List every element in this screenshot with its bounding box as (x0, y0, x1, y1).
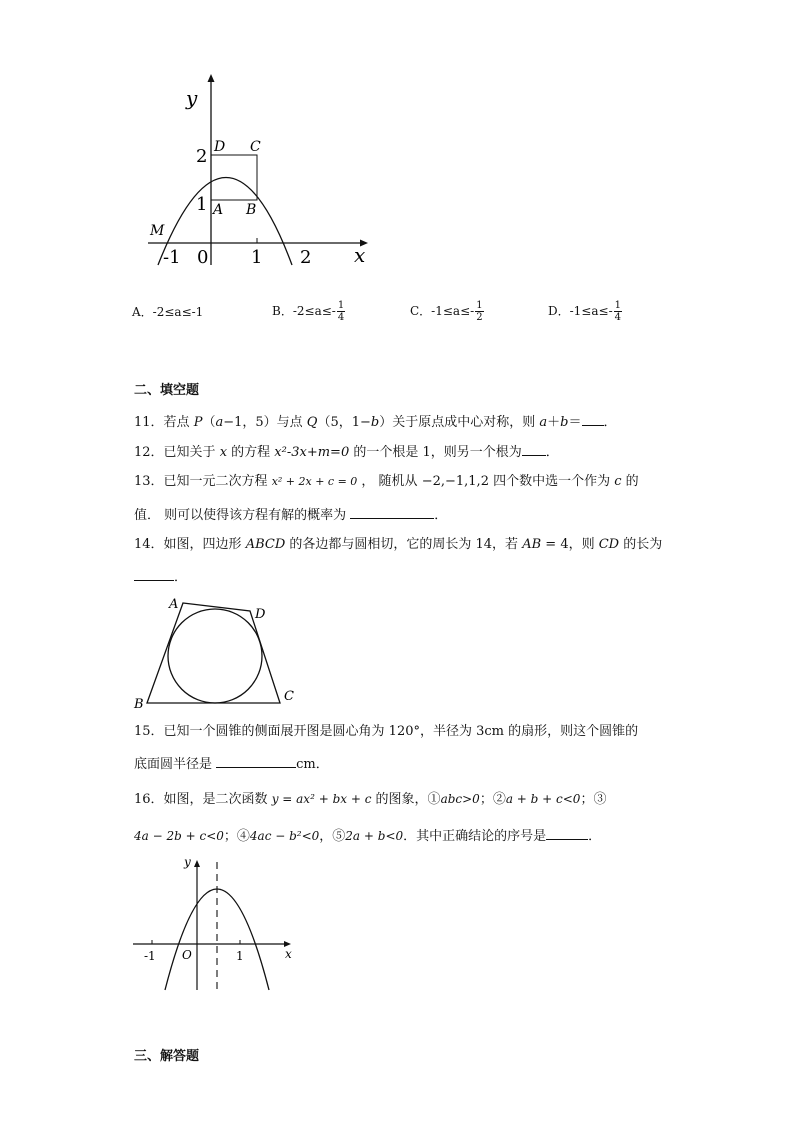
q16-text-4: ；③ (580, 792, 607, 807)
q13-text-1: 13．已知一元二次方程 (134, 474, 272, 489)
question-14-line-2 (134, 566, 187, 588)
option-b-fraction (337, 300, 345, 323)
q15-text-2: 底面圆半径是 (134, 757, 217, 772)
q14-seg-cd: CD (598, 537, 620, 552)
q11-text-2: （ (202, 415, 216, 430)
section-title-fill-in: 二、填空题 (134, 383, 200, 398)
tick-label-y-1: 1 (196, 194, 208, 215)
option-b-numerator: 1 (337, 300, 345, 311)
q12-text-2: 的方程 (227, 445, 275, 460)
q13-text-2: ， 随机从 −2,−1,1,2 四个数中选一个作为 (357, 474, 615, 489)
q16-text-2: 的图象，① (371, 792, 441, 807)
option-c-text: C．-1≤a≤- (410, 304, 475, 318)
q11-plus: ＋ (547, 415, 561, 430)
q11-var-b: b (370, 415, 380, 430)
fig3-tick-label-neg1: -1 (144, 949, 156, 963)
q16-statement-2: a + b + c<0 (505, 792, 581, 806)
option-b-text: B．-2≤a≤- (272, 304, 336, 318)
q14-quad-abcd: ABCD (245, 537, 286, 552)
q14-text-2: 的各边都与圆相切，它的周长为 14，若 (285, 537, 523, 552)
q12-text-1: 12．已知关于 (134, 445, 220, 460)
point-label-c: C (250, 139, 261, 155)
q12-var-x: x (219, 445, 228, 460)
question-16-line-2 (134, 825, 601, 847)
option-b-denominator: 4 (337, 312, 345, 323)
q16-text-7: ．其中正确结论的序号是 (403, 829, 547, 844)
point-label-b: B (246, 202, 257, 218)
q13-equation: x² + 2x + c = 0 (271, 475, 358, 488)
q12-equation: x²-3x+m=0 (274, 445, 350, 460)
tick-label-x-1: 1 (251, 247, 263, 268)
rectangle-dcba (211, 155, 257, 200)
q16-text-6: ，⑤ (319, 829, 346, 844)
option-c-denominator: 2 (476, 312, 483, 323)
fig3-y-label: y (184, 855, 191, 869)
figure-2-quadrilateral (130, 592, 305, 712)
q11-var-a: a (215, 415, 224, 430)
option-a[interactable] (132, 303, 203, 320)
figure-1-graph (140, 68, 380, 278)
q11-text-3: −1，5）与点 (223, 415, 307, 430)
q13-end: ． (434, 508, 448, 523)
option-b[interactable] (272, 300, 345, 323)
q14-seg-ab: AB (522, 537, 542, 552)
q11-equals: ＝ (568, 415, 582, 430)
section-title-answer: 三、解答题 (134, 1049, 200, 1064)
q14-answer-blank[interactable] (134, 566, 174, 581)
y-axis-label: y (186, 86, 198, 110)
q13-text-4: 值． 则可以使得该方程有解的概率为 (134, 508, 351, 523)
tick-label-y-2: 2 (196, 146, 208, 167)
option-d-fraction (614, 300, 622, 323)
question-15-line-2 (134, 753, 329, 775)
tick-label-x-2: 2 (300, 247, 312, 268)
vertex-label-b: B (134, 697, 144, 712)
option-c[interactable] (410, 300, 484, 323)
q15-text-3: cm． (296, 757, 329, 772)
q16-text-3: ；② (479, 792, 506, 807)
question-13-line-1 (134, 472, 639, 492)
option-d-numerator: 1 (614, 300, 622, 311)
q12-end: ． (545, 445, 559, 460)
fig3-origin-label: O (182, 948, 192, 962)
q14-text-4: 的长为 (619, 537, 663, 552)
y-axis-arrow-icon (208, 74, 215, 82)
q16-statement-5: 2a + b<0 (345, 829, 404, 843)
q16-text-1: 16．如图，是二次函数 (134, 792, 272, 807)
fig3-y-arrow-icon (194, 860, 200, 867)
q14-end: ． (174, 570, 188, 585)
q13-answer-blank[interactable] (350, 504, 434, 519)
q16-answer-blank[interactable] (546, 825, 588, 840)
vertex-label-d: D (255, 607, 266, 622)
q16-statement-3: 4a − 2b + c<0 (134, 829, 224, 843)
tick-label-x-0: 0 (197, 247, 209, 268)
q15-answer-blank[interactable] (216, 753, 296, 768)
inscribed-circle (168, 609, 262, 703)
point-label-m: M (150, 223, 165, 239)
q11-text-4: （5，1− (317, 415, 371, 430)
q15-text-1: 15．已知一个圆锥的侧面展开图是圆心角为 120°，半径为 3cm 的扇形，则这个圆锥的 (134, 724, 639, 739)
q11-sum-a: a (539, 415, 548, 430)
q11-end: ． (603, 415, 617, 430)
question-14-line-1 (134, 535, 662, 555)
q14-text-1: 14．如图，四边形 (134, 537, 246, 552)
q11-sum-b: b (560, 415, 569, 430)
tick-label-x-neg1: -1 (163, 247, 181, 268)
q16-function: y = ax² + bx + c (271, 792, 372, 806)
option-c-numerator: 1 (476, 300, 483, 311)
vertex-label-a: A (169, 597, 179, 612)
option-d[interactable] (548, 300, 622, 323)
figure-3-parabola (128, 852, 298, 994)
option-a-text: A．-2≤a≤-1 (132, 305, 204, 319)
question-12 (134, 441, 559, 463)
q16-statement-1: abc>0 (440, 792, 480, 806)
question-11 (134, 411, 617, 433)
fig3-x-label: x (285, 947, 292, 961)
vertex-label-c: C (284, 689, 294, 704)
q16-text-5: ；④ (223, 829, 250, 844)
q13-text-3: 的 (621, 474, 639, 489)
q11-point-q: Q (306, 415, 318, 430)
option-c-fraction (475, 300, 483, 323)
point-label-a: A (213, 202, 224, 218)
option-d-denominator: 4 (614, 312, 622, 323)
x-axis-label: x (354, 243, 366, 267)
point-label-d: D (214, 139, 226, 155)
q16-statement-4: 4ac − b²<0 (249, 829, 320, 843)
q13-var-c: c (614, 474, 622, 489)
q12-text-3: 的一个根是 1，则另一个根为 (349, 445, 522, 460)
q14-text-3: = 4，则 (541, 537, 599, 552)
q16-end: ． (588, 829, 602, 844)
q11-text-5: ）关于原点成中心对称，则 (379, 415, 540, 430)
question-15-line-1 (134, 722, 638, 742)
q11-answer-blank[interactable] (582, 411, 604, 426)
question-13-line-2 (134, 504, 447, 526)
q12-answer-blank[interactable] (522, 441, 546, 456)
q11-text-1: 11．若点 (134, 415, 194, 430)
fig3-tick-label-1: 1 (236, 949, 244, 963)
question-16-line-1 (134, 789, 606, 810)
q11-point-p: P (193, 415, 203, 430)
option-d-text: D．-1≤a≤- (548, 304, 613, 318)
